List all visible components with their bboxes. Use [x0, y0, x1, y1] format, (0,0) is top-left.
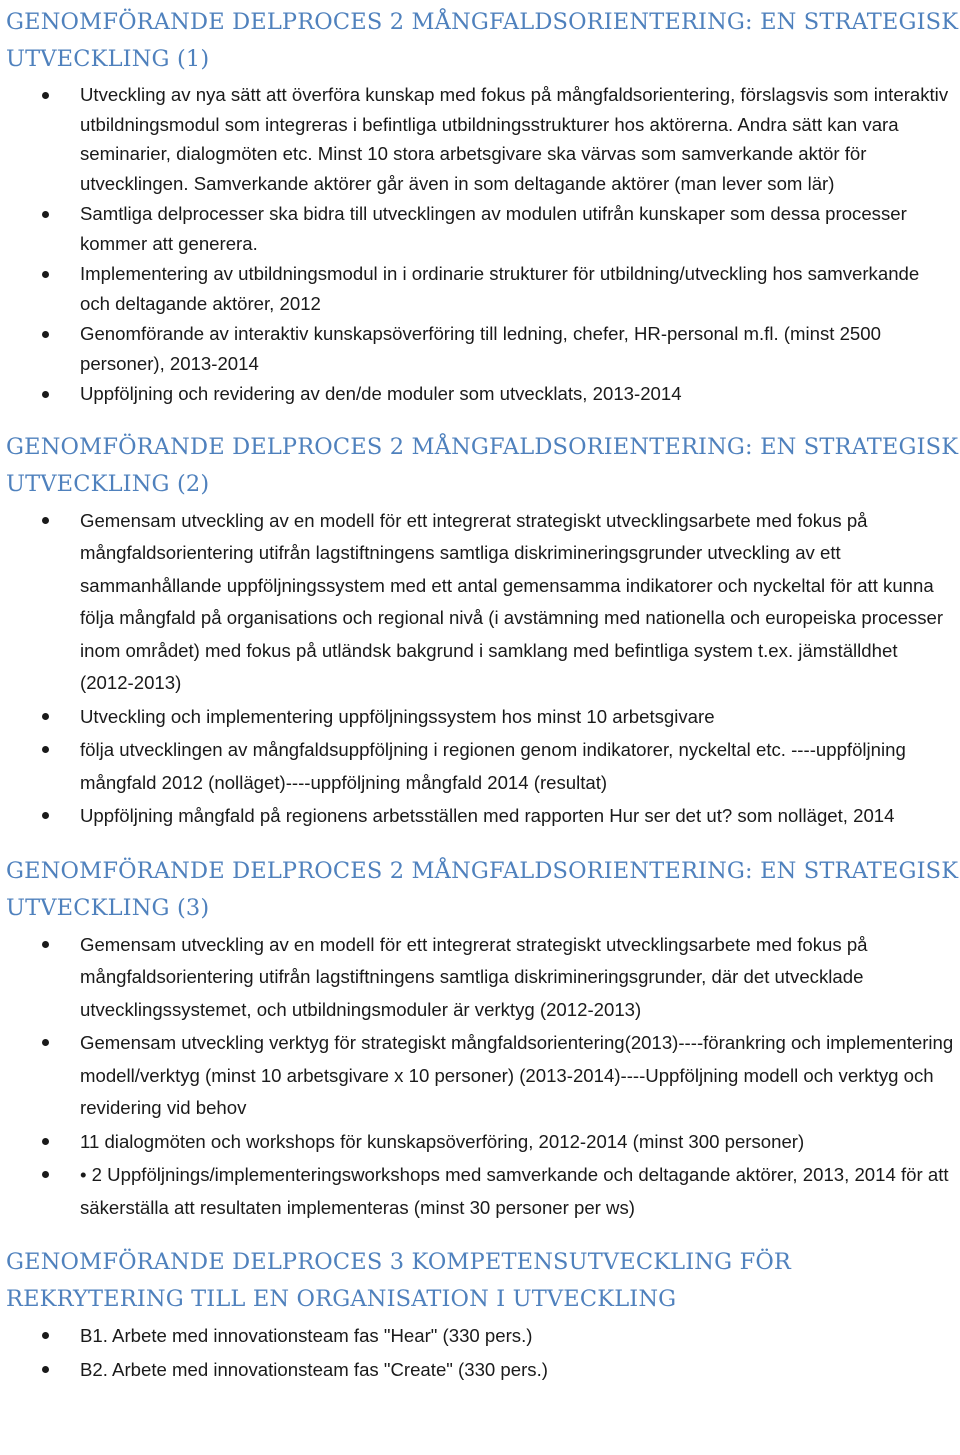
- section-heading-line: UTVECKLING (3): [6, 894, 210, 921]
- section-heading-line: GENOMFÖRANDE DELPROCES 2 MÅNGFALDSORIENTERING: EN STRATEGISK: [6, 857, 959, 884]
- section-heading-line: GENOMFÖRANDE DELPROCES 3 KOMPETENSUTVECKLING FÖR: [6, 1249, 792, 1275]
- bullet-list: [6, 505, 954, 833]
- list-item: B2. Arbete med innovationsteam fas "Create" (330 pers.): [6, 1354, 954, 1387]
- bullet-list: [6, 1320, 954, 1386]
- section-heading: [6, 853, 959, 927]
- list-item: Gemensam utveckling av en modell för ett integrerat strategiskt utvecklingsarbete med fokus på mångfaldsorientering utifrån lagstiftningens samtliga diskrimineringsgrunder utveckling av ett sammanhållande uppföljningssystem med ett antal gemensamma indikatorer och nyckeltal för att kunna följa mångfald på organisations och regional nivå (i avstämning med nationella och europeiska processer inom området) med fokus på utländsk bakgrund i samklang med befintliga system t.ex. jämställdhet (2012-2013): [6, 505, 954, 700]
- list-item: Implementering av utbildningsmodul in i ordinarie strukturer för utbildning/utveckling hos samverkande och deltagande aktörer, 2012: [6, 259, 954, 318]
- section-heading-line: UTVECKLING (2): [6, 470, 210, 497]
- section-heading-line: GENOMFÖRANDE DELPROCES 2 MÅNGFALDSORIENTERING: EN STRATEGISK: [6, 433, 959, 460]
- list-item: 11 dialogmöten och workshops för kunskapsöverföring, 2012-2014 (minst 300 personer): [6, 1126, 954, 1159]
- list-item: Gemensam utveckling av en modell för ett integrerat strategiskt utvecklingsarbete med fokus på mångfaldsorientering utifrån lagstiftningens samtliga diskrimineringsgrunder, där det utvecklade utvecklingssystemet, och utbildningsmoduler är verktyg (2012-2013): [6, 929, 954, 1027]
- list-item: Gemensam utveckling verktyg för strategiskt mångfaldsorientering(2013)----förankring och implementering modell/verktyg (minst 10 arbetsgivare x 10 personer) (2013-2014)----Uppföljning modell och verktyg och revidering vid behov: [6, 1027, 954, 1125]
- section-delproces-3: [6, 1244, 954, 1386]
- section-heading-line: UTVECKLING (1): [6, 46, 210, 72]
- section-heading-line: REKRYTERING TILL EN ORGANISATION I UTVECKLING: [6, 1286, 677, 1312]
- list-item: Genomförande av interaktiv kunskapsöverföring till ledning, chefer, HR-personal m.fl. (minst 2500 personer), 2013-2014: [6, 319, 954, 378]
- list-item: Samtliga delprocesser ska bidra till utvecklingen av modulen utifrån kunskaper som dessa processer kommer att generera.: [6, 199, 954, 258]
- section-heading: [6, 4, 959, 78]
- section-heading-line: GENOMFÖRANDE DELPROCES 2 MÅNGFALDSORIENTERING: EN STRATEGISK: [6, 9, 959, 35]
- section-delproces-2-part-3: [6, 853, 959, 1225]
- list-item: Utveckling av nya sätt att överföra kunskap med fokus på mångfaldsorientering, förslagsvis som interaktiv utbildningsmodul som integreras i befintliga utbildningsstrukturer hos aktörerna. Andra sätt kan vara seminarier, dialogmöten etc. Minst 10 stora arbetsgivare ska värvas som samverkande aktör för utvecklingen. Samverkande aktörer går även in som deltagande aktörer (man lever som lär): [6, 80, 954, 198]
- bullet-list: [6, 80, 954, 409]
- list-item: B1. Arbete med innovationsteam fas "Hear" (330 pers.): [6, 1320, 954, 1353]
- list-item: Utveckling och implementering uppföljningssystem hos minst 10 arbetsgivare: [6, 701, 954, 734]
- section-heading: [6, 429, 959, 503]
- bullet-list: [6, 929, 954, 1225]
- list-item: Uppföljning och revidering av den/de moduler som utvecklats, 2013-2014: [6, 379, 954, 409]
- section-delproces-2-part-1: [6, 4, 959, 409]
- section-delproces-2-part-2: [6, 429, 959, 833]
- list-item: följa utvecklingen av mångfaldsuppföljning i regionen genom indikatorer, nyckeltal etc. ----uppföljning mångfald 2012 (nolläget)----uppföljning mångfald 2014 (resultat): [6, 734, 954, 799]
- list-item: • 2 Uppföljnings/implementeringsworkshops med samverkande och deltagande aktörer, 2013, 2014 för att säkerställa att resultaten implementeras (minst 30 personer per ws): [6, 1159, 954, 1224]
- list-item: Uppföljning mångfald på regionens arbetsställen med rapporten Hur ser det ut? som nolläget, 2014: [6, 800, 954, 833]
- section-heading: [6, 1244, 954, 1318]
